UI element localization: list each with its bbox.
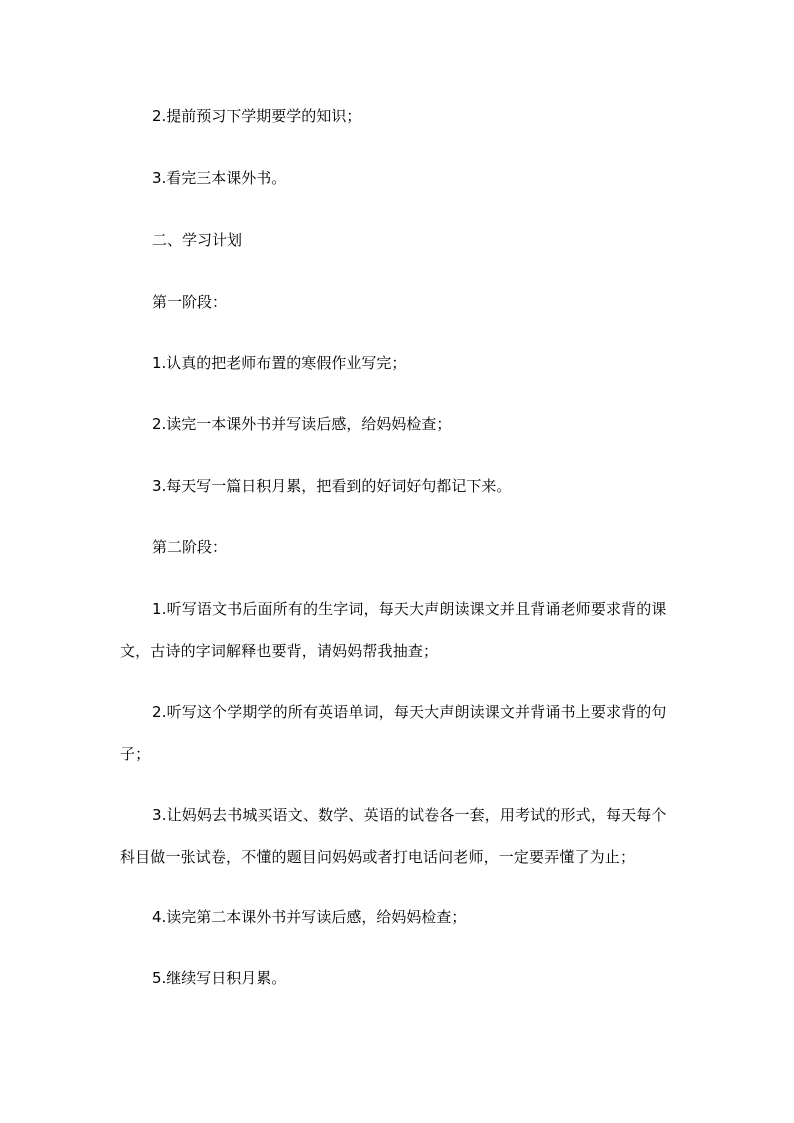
stage-two-item-5: 5.继续写日积月累。 xyxy=(152,969,287,987)
stage-one-heading: 第一阶段： xyxy=(152,293,228,311)
stage-one-item-1: 1.认真的把老师布置的寒假作业写完； xyxy=(152,354,407,372)
stage-two-item-3: 3.让妈妈去书城买语文、数学、英语的试卷各一套，用考试的形式，每天每个科目做一张试卷，不懂的题目问妈妈或者打电话问老师，一定要弄懂了为止； xyxy=(120,806,667,866)
goal-item-3: 3.看完三本课外书。 xyxy=(152,169,287,187)
section-heading-study-plan: 二、学习计划 xyxy=(152,231,243,249)
stage-two-item-1: 1.听写语文书后面所有的生字词，每天大声朗读课文并且背诵老师要求背的课文，古诗的字词解释也要背，请妈妈帮我抽查； xyxy=(120,600,667,660)
stage-one-item-3: 3.每天写一篇日积月累，把看到的好词好句都记下来。 xyxy=(152,477,512,495)
goal-item-2: 2.提前预习下学期要学的知识； xyxy=(152,107,362,125)
stage-two-item-2: 2.听写这个学期学的所有英语单词，每天大声朗读课文并背诵书上要求背的句子； xyxy=(120,703,667,763)
stage-two-item-4: 4.读完第二本课外书并写读后感，给妈妈检查； xyxy=(152,908,467,926)
stage-two-heading: 第二阶段： xyxy=(152,538,228,556)
stage-one-item-2: 2.读完一本课外书并写读后感，给妈妈检查； xyxy=(152,415,452,433)
